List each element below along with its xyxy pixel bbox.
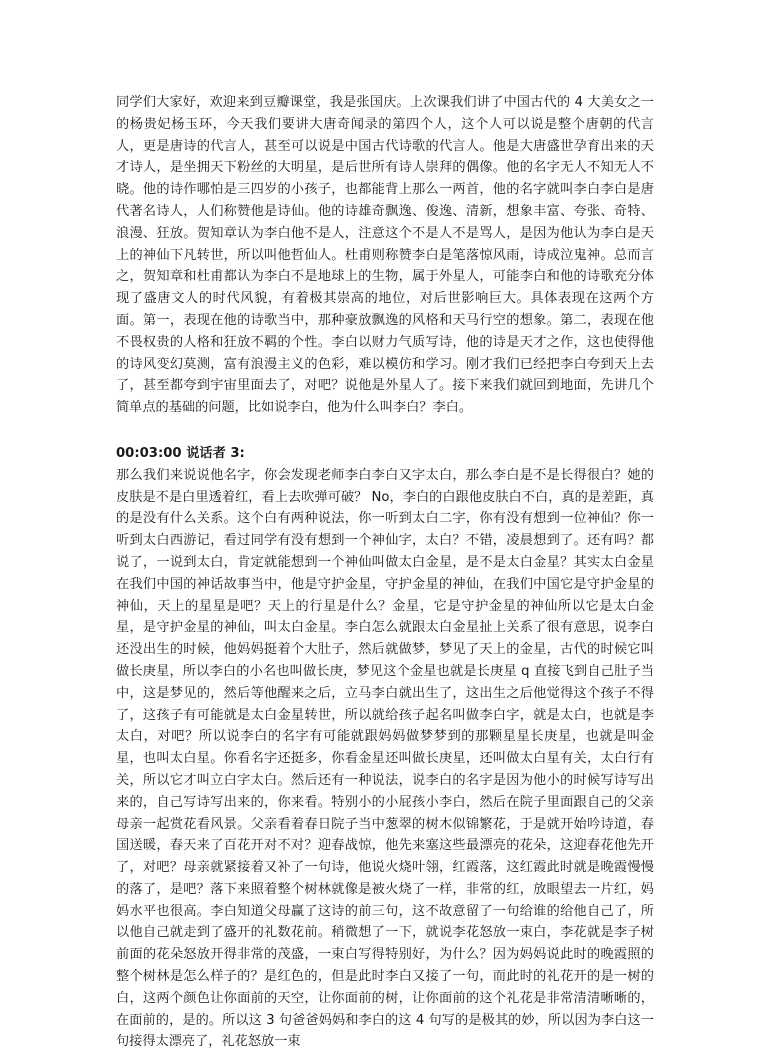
paragraph-speaker-3: 那么我们来说说他名字，你会发现老师李白李白又字太白，那么李白是不是长得很白？她的皮肤是不是白里透着红，看上去吹弹可破？ No，李白的白跟他皮肤白不白，真的是差距，真的是没有什么关系。这个白有两种说法，你一听到太白二字，你有没有想到一位神仙？你一听到太白西游记，看过同学有没有想到一个神仙字，太白？不错，凌晨想到了。还有吗？都说了，一说到太白，肯定就能想到一个神仙叫做太白金星，是不是太白金星？其实太白金星在我们中国的神话故事当中，他是守护金星，守护金星的神仙，在我们中国它是守护金星的神仙，天上的星星是吧？天上的行星是什么？金星，它是守护金星的神仙所以它是太白金星，是守护金星的神仙，叫太白金星。李白怎么就跟太白金星扯上关系了很有意思，说李白还没出生的时候，他妈妈挺着个大肚子，然后就做梦，梦见了天上的金星，古代的时候它叫做长庚星，所以李白的小名也叫做长庚，梦见这个金星也就是长庚星 q 直接飞到自己肚子当中，这是梦见的，然后等他醒来之后，立马李白就出生了，这出生之后他觉得这个孩子不得了，这孩子有可能就是太白金星转世，所以就给孩子起名叫做李白字，就是太白，也就是李太白，对吧？所以说李白的名字有可能就跟妈妈做梦梦到的那颗星星长庚星，也就是叫金星，也叫太白星。你看名字还挺多，你看金星还叫做长庚星，还叫做太白星有关，太白行有关，所以它才叫立白字太白。然后还有一种说法，说李白的名字是因为他小的时候写诗写出来的，自己写诗写出来的，你来看。特别小的小屁孩小李白，然后在院子里面跟自己的父亲母亲一起赏花看风景。父亲看着春日院子当中葱翠的树木似锦繁花，于是就开始吟诗道，春国送暖，春天来了百花开对不对？迎春战惊，他先来塞这些最漂亮的花朵，这迎春花他先开了，对吧？母亲就紧接着又补了一句诗，他说火烧叶翎，红霞落，这红霞此时就是晚霞慢慢的落了，是吧？落下来照着整个树林就像是被火烧了一样，非常的红，放眼望去一片红，妈妈水平也很高。李白知道父母赢了这诗的前三句，这不故意留了一句给谁的给他自己了，所以他自己就走到了盛开的礼数花前。稍微想了一下，就说李花怒放一束白，李花就是李子树前面的花朵怒放开得非常的茂盛，一束白写得特别好，为什么？因为妈妈说此时的晚霞照的整个树林是怎么样子的？是红色的，但是此时李白又接了一句，而此时的礼花开的是一树的白，这两个颜色让你面前的天空，让你面前的树，让你面前的这个礼花是非常清清晰晰的，在面前的，是的。所以这 3 句爸爸妈妈和李白的这 4 句写的是极其的妙，所以因为李白这一句接得太漂亮了，礼花怒放一束 — [116, 467, 654, 1050]
speaker-label: 说话者 3: — [186, 445, 245, 461]
speaker-header — [116, 443, 654, 465]
timestamp: 00:03:00 — [116, 445, 182, 461]
document-page — [116, 92, 654, 1053]
paragraph-intro: 同学们大家好，欢迎来到豆瓣课堂，我是张国庆。上次课我们讲了中国古代的 4 大美女之一的杨贵妃杨玉环，今天我们要讲大唐奇闻录的第四个人，这个人可以说是整个唐朝的代言人，更是唐诗的代言人，甚至可以说是中国古代诗歌的代言人。他是大唐盛世孕育出来的天才诗人，是坐拥天下粉丝的大明星，是后世所有诗人崇拜的偶像。他的名字无人不知无人不晓。他的诗作哪怕是三四岁的小孩子，也都能背上那么一两首，他的名字就叫李白李白是唐代著名诗人，人们称赞他是诗仙。他的诗雄奇飘逸、俊逸、清新，想象丰富、夸张、奇特、浪漫、狂放。贺知章认为李白他不是人，注意这个不是人不是骂人，是因为他认为李白是天上的神仙下凡转世，所以叫他哲仙人。杜甫则称赞李白是笔落惊风雨，诗成泣鬼神。总而言之，贺知章和杜甫都认为李白不是地球上的生物，属于外星人，可能李白和他的诗歌充分体现了盛唐文人的时代风貌，有着极其崇高的地位，对后世影响巨大。具体表现在这两个方面。第一，表现在他的诗歌当中，那种豪放飘逸的风格和天马行空的想象。第二，表现在他不畏权贵的人格和狂放不羁的个性。李白以财力气质写诗，他的诗是天才之作，这也使得他的诗风变幻莫测，富有浪漫主义的色彩，难以模仿和学习。刚才我们已经把李白夸到天上去了，甚至都夸到宇宙里面去了，对吧？说他是外星人了。接下来我们就回到地面，先讲几个简单点的基础的问题，比如说李白，他为什么叫李白？李白。 — [116, 95, 654, 416]
